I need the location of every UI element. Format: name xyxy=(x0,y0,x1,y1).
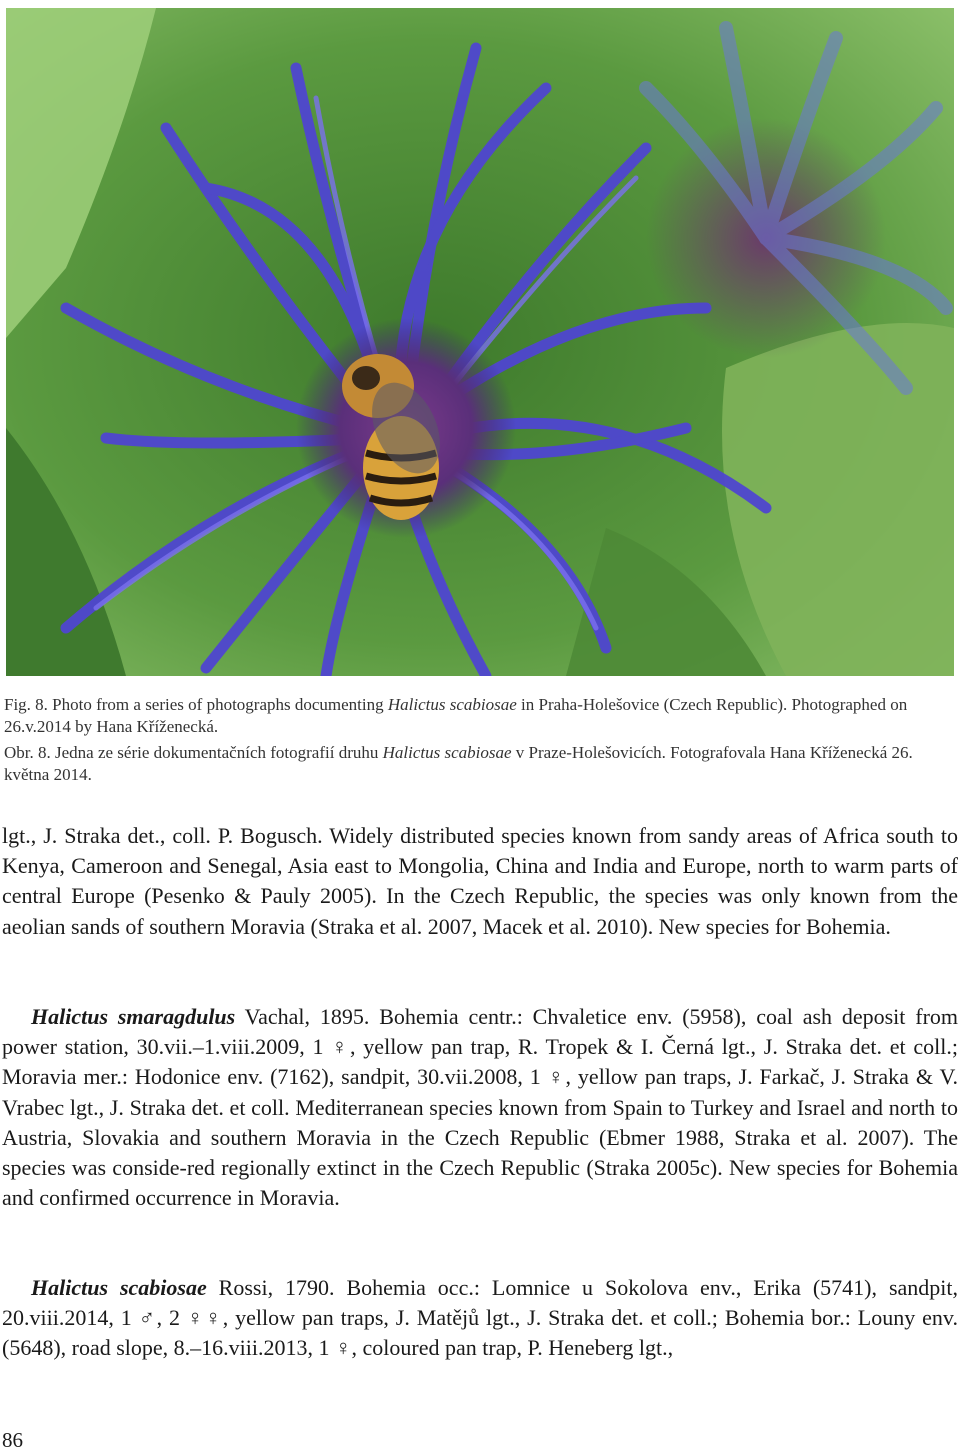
caption-species: Halictus scabiosae xyxy=(387,695,517,714)
figure-photo xyxy=(6,8,954,676)
paragraph-halictus-scabiosae: Halictus scabiosae Rossi, 1790. Bohemia occ.: Lomnice u Sokolova env., Erika (5741), sandpit, 20.viii.2014, 1 ♂, 2 ♀♀, yellow pan traps, J. Matějů lgt., J. Straka det. et coll.; Bohemia bor.: Louny env. (5648), road slope, 8.–16.viii.2013, 1 ♀, coloured pan trap, P. Heneberg lgt., xyxy=(2,1275,958,1361)
figure-caption-cz: Obr. 8. Jedna ze série dokumentačních fotografií druhu Halictus scabiosae v Praze-Holešovicích. Fotografovala Hana Kříženecká 26. května 2014. xyxy=(4,743,913,784)
caption-species: Halictus scabiosae xyxy=(382,743,512,762)
page-number: 86 xyxy=(2,1428,23,1452)
paragraph-distribution: lgt., J. Straka det., coll. P. Bogusch. Widely distributed species known from sandy areas of Africa south to Kenya, Cameroon and Senegal, Asia east to Mongolia, China and India and Europe, north to warm parts of central Europe (Pesenko & Pauly 2005). In the Czech Republic, the species was only known from the aeolian sands of southern Moravia (Straka et al. 2007, Macek et al. 2010). New species for Bohemia. xyxy=(2,823,958,939)
paragraph-halictus-smaragdulus: Halictus smaragdulus Vachal, 1895. Bohemia centr.: Chvaletice env. (5958), coal ash deposit from power station, 30.vii.–1.viii.2009, 1 ♀, yellow pan trap, R. Tropek & I. Černá lgt., J. Straka det. et coll.; Moravia mer.: Hodonice env. (7162), sandpit, 30.vii.2008, 1 ♀, yellow pan traps, J. Farkač, J. Straka & V. Vrabec lgt., J. Straka det. et coll. Mediterranean species known from Spain to Turkey and Israel and north to Austria, Slovakia and southern Moravia in the Czech Republic (Ebmer 1988, Straka et al. 2007). The species was conside-red regionally extinct in the Czech Republic (Straka 2005c). New species for Bohemia and confirmed occurrence in Moravia. xyxy=(2,1004,959,1211)
flower-bee-photo xyxy=(6,8,954,676)
species-name: Halictus scabiosae xyxy=(31,1275,207,1300)
figure-caption-en: Fig. 8. Photo from a series of photographs documenting Halictus scabiosae in Praha-Holešovice (Czech Republic). Photographed on 26.v.2014 by Hana Kříženecká. xyxy=(4,695,908,736)
species-name: Halictus smaragdulus xyxy=(31,1004,236,1029)
